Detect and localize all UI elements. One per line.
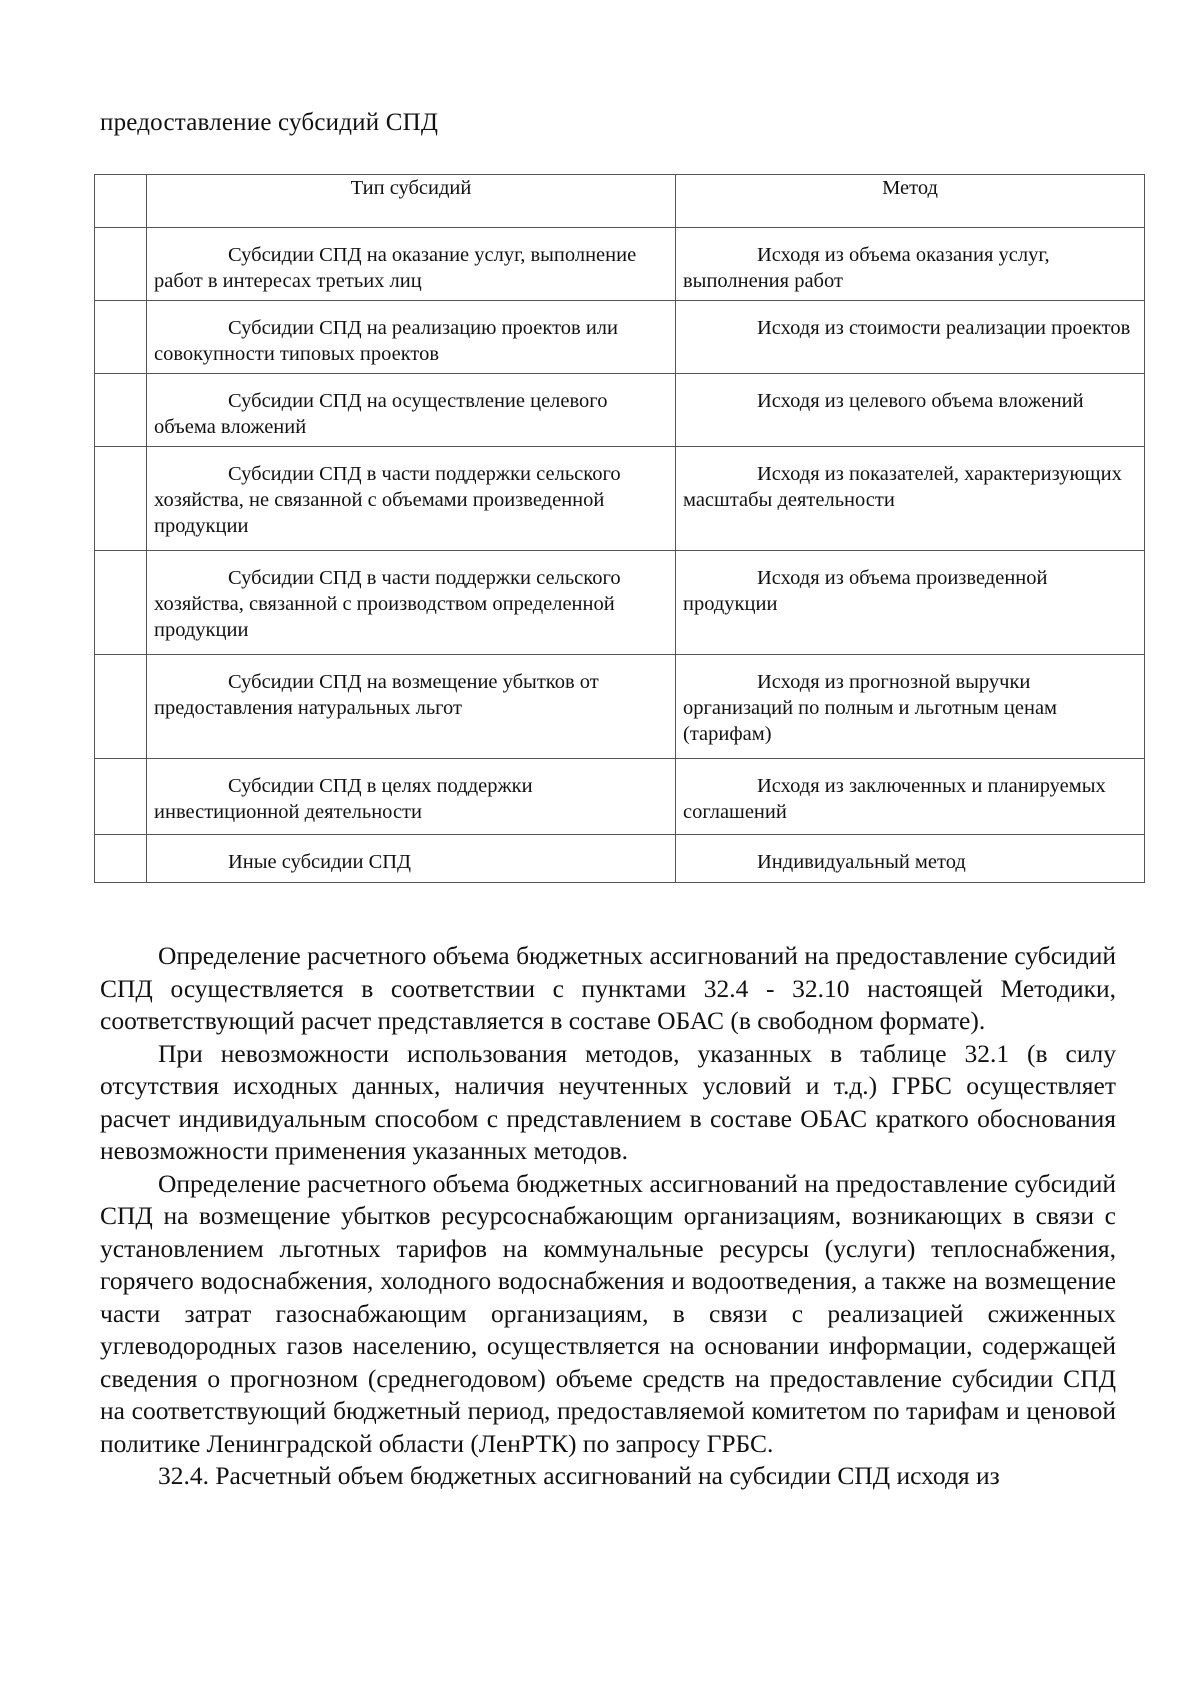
method-text: Исходя из показателей, характеризующих масштабы деятельности [683, 463, 1122, 511]
paragraph: Определение расчетного объема бюджетных ассигнований на предоставление субсидий СПД осуществляется в соответствии с пунктами 32.4 - 32.10 настоящей Методики, соответствующий расчет представляется в составе ОБАС (в свободном формате). [100, 941, 1116, 1035]
row-number-cell [95, 835, 147, 883]
subsidy-type-text: Субсидии СПД на оказание услуг, выполнение работ в интересах третьих лиц [154, 244, 637, 292]
table-row [95, 551, 1145, 655]
method-cell [676, 447, 1145, 551]
method-cell [676, 759, 1145, 835]
row-number-cell [95, 551, 147, 655]
method-cell [676, 835, 1145, 883]
paragraph: 32.4. Расчетный объем бюджетных ассигнований на субсидии СПД исходя из [158, 1461, 1000, 1490]
row-number-cell [95, 759, 147, 835]
row-number-cell [95, 301, 147, 374]
method-cell [676, 655, 1145, 759]
method-cell [676, 551, 1145, 655]
subsidy-type-cell [147, 301, 676, 374]
subsidy-type-text: Субсидии СПД в части поддержки сельского хозяйства, не связанной с объемами произведенной продукции [154, 463, 621, 537]
table-row [95, 759, 1145, 835]
table-row [95, 447, 1145, 551]
table-row [95, 228, 1145, 301]
table-row [95, 835, 1145, 883]
paragraph: Определение расчетного объема бюджетных ассигнований на предоставление субсидий СПД на возмещение убытков ресурсоснабжающим организациям, возникающих в связи с установлением льготных тарифов на коммунальные ресурсы (услуги) теплоснабжения, горячего водоснабжения, холодного водоснабжения и водоотведения, а также на возмещение части затрат газоснабжающим организациям, в связи с реализацией сжиженных углеводородных газов населению, осуществляется на основании информации, содержащей сведения о прогнозном (среднегодовом) объеме средств на предоставление субсидии СПД на соответствующий бюджетный период, предоставляемой комитетом по тарифам и ценовой политике Ленинградской области (ЛенРТК) по запросу ГРБС. [100, 1168, 1116, 1458]
header-method: Метод [676, 175, 1145, 228]
subsidy-type-text: Субсидии СПД в целях поддержки инвестиционной деятельности [154, 775, 533, 823]
subsidy-type-cell [147, 228, 676, 301]
row-number-cell [95, 228, 147, 301]
subsidy-type-text: Субсидии СПД в части поддержки сельского хозяйства, связанной с производством определенной продукции [154, 567, 621, 641]
table-caption: предоставление субсидий СПД [100, 109, 439, 136]
table-row [95, 374, 1145, 447]
table-row [95, 301, 1145, 374]
subsidy-type-cell [147, 447, 676, 551]
header-subsidy-type: Тип субсидий [147, 175, 676, 228]
subsidy-type-cell [147, 759, 676, 835]
method-cell [676, 228, 1145, 301]
method-text: Индивидуальный метод [757, 851, 966, 873]
subsidy-type-cell [147, 835, 676, 883]
row-number-cell [95, 655, 147, 759]
row-number-cell [95, 447, 147, 551]
method-text: Исходя из стоимости реализации проектов [757, 317, 1131, 339]
subsidies-table [94, 174, 1145, 883]
method-cell [676, 301, 1145, 374]
method-text: Исходя из объема оказания услуг, выполнения работ [683, 244, 1050, 292]
header-blank-cell [95, 175, 147, 228]
table-row [95, 655, 1145, 759]
table-header-row [95, 175, 1145, 228]
method-text: Исходя из прогнозной выручки организаций по полным и льготным ценам (тарифам) [683, 671, 1058, 745]
subsidy-type-text: Иные субсидии СПД [228, 851, 412, 873]
subsidy-type-cell [147, 551, 676, 655]
paragraph: При невозможности использования методов, указанных в таблице 32.1 (в силу отсутствия исходных данных, наличия неучтенных условий и т.д.) ГРБС осуществляет расчет индивидуальным способом с представлением в составе ОБАС краткого обоснования невозможности применения указанных методов. [100, 1038, 1116, 1165]
method-cell [676, 374, 1145, 447]
subsidy-type-cell [147, 655, 676, 759]
subsidy-type-cell [147, 374, 676, 447]
subsidy-type-text: Субсидии СПД на реализацию проектов или совокупности типовых проектов [154, 317, 619, 365]
row-number-cell [95, 374, 147, 447]
subsidy-type-text: Субсидии СПД на осуществление целевого объема вложений [154, 390, 608, 438]
method-text: Исходя из целевого объема вложений [757, 390, 1084, 412]
subsidy-type-text: Субсидии СПД на возмещение убытков от предоставления натуральных льгот [154, 671, 599, 719]
method-text: Исходя из заключенных и планируемых соглашений [683, 775, 1106, 823]
body-text [100, 940, 1116, 1493]
method-text: Исходя из объема произведенной продукции [683, 567, 1048, 615]
